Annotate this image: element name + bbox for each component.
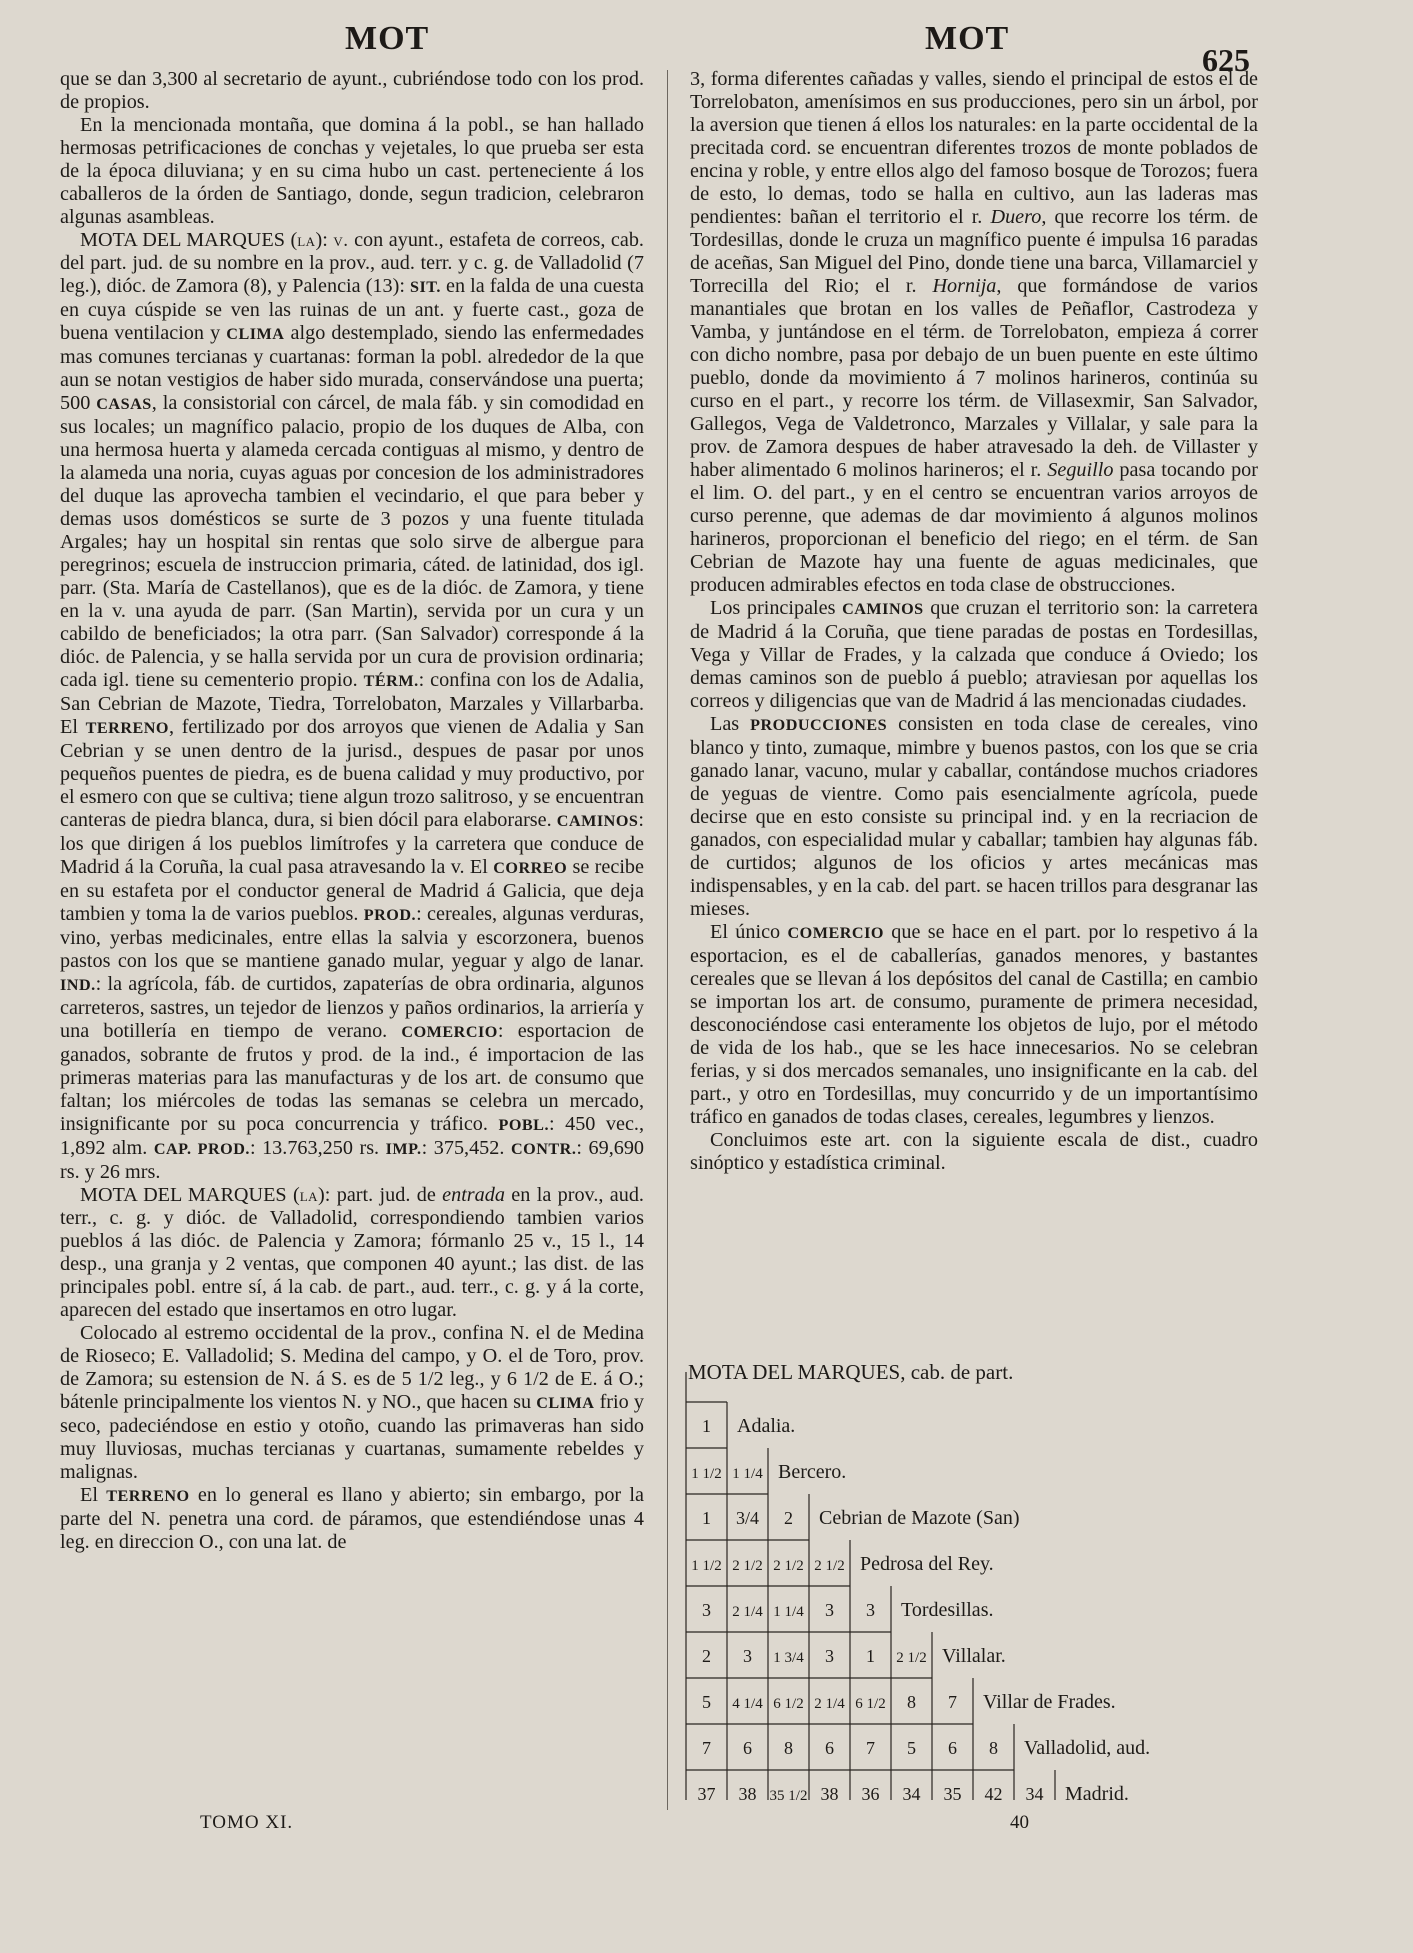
distance-value: 3 (825, 1600, 834, 1620)
distance-value: 1 1/2 (691, 1466, 722, 1482)
distance-value: 2 1/4 (814, 1696, 845, 1712)
distance-table (670, 1360, 1310, 1800)
running-head-left: MOT (345, 20, 430, 57)
distance-value: 7 (866, 1738, 875, 1758)
paragraph: En la mencionada montaña, que domina á la pobl., se han hallado hermosas petrificaciones de conchas y vejetales, lo que prueba ser esta de la época diluviana; y en su cima hubo un cast. perteneciente á los caballeros de la órden de Santiago, donde, segun tradicion, celebraron algunas asambleas. (60, 114, 644, 228)
distance-value: 1 1/2 (691, 1558, 722, 1574)
distance-value: 1 (866, 1646, 875, 1666)
volume-label: TOMO XI. (200, 1812, 294, 1833)
distance-value: 38 (738, 1784, 757, 1800)
distance-value: 8 (989, 1738, 998, 1758)
paragraph: MOTA DEL MARQUES (la): v. con ayunt., estafeta de correos, cab. del part. jud. de su nombre en la prov., aud. terr. y c. g. de Valladolid (7 leg.), dióc. de Zamora (8), y Palencia (13): SIT. en la falda de una cuesta en cuya cúspide se ven las ruinas de un ant. y fuerte cast., goza de buena ventilacion y CLIMA algo destemplado, siendo las enfermedades mas comunes tercianas y cuartanas: forman la pobl. alrededor de la que aun se notan vestigios de haber sido murada, conservándose una puerta; 500 CASAS, la consistorial con cárcel, de mala fáb. y sin comodidad en sus locales; un magnífico palacio, propio de los duques de Alba, con una hermosa huerta y alameda cercada contiguas al mismo, y dentro de la alameda una noria, cuyas aguas por concesion de los administradores del duque las aprovecha tambien el vecindario, el que para beber y demas usos domésticos se surte de 3 pozos y una fuente titulada Argales; hay un hospital sin rentas que solo sirve de albergue para peregrinos; escuela de instruccion primaria, cáted. de latinidad, dos igl. parr. (Sta. María de Castellanos), que es de la dióc. de Zamora, y tiene en la v. una ayuda de parr. (San Martin), servida por un cura y un cabildo de beneficiados; la otra parr. (San Salvador) corresponde á la dióc. de Palencia, y se halla servida por un cura de provision ordinaria; cada igl. tiene su cementerio propio. TÉRM.: confina con los de Adalia, San Cebrian de Mazote, Tiedra, Torrelobaton, Marzales y Villarbarba. El TERRENO, fertilizado por dos arroyos que vienen de Adalia y San Cebrian y se unen dentro de la jurisd., despues de pasar por unos pequeños puentes de piedra, es de buena calidad y muy productivo, por el esmero con que se cultiva; tiene algun trozo salitroso, y se encuentran canteras de piedra blanca, dura, si bien dócil para elaborarse. CAMINOS: los que dirigen á los pueblos limítrofes y la carretera que conduce de Madrid á la Coruña, la cual pasa atravesando la v. El CORREO se recibe en su estafeta por el conductor general de Madrid á Galicia, que deja tambien y toma la de varios pueblos. PROD.: cereales, algunas verduras, vino, yerbas medicinales, entre ellas la salvia y escorzonera, buenos pastos con los que se mantiene ganado mular, yeguar y algo de lanar. IND.: la agrícola, fáb. de curtidos, zapaterías de obra ordinaria, algunos carreteros, sastres, un tejedor de lienzos y paños ordinarios, la arriería y una botillería en tiempo de verano. COMERCIO: esportacion de ganados, sobrante de frutos y prod. de la ind., é importacion de las primeras materias para las manufacturas y de los art. de consumo que faltan; los miércoles de todas las semanas se celebra un mercado, insignificante por su poca concurrencia y tráfico. POBL.: 450 vec., 1,892 alm. CAP. PROD.: 13.763,250 rs. IMP.: 375,452. CONTR.: 69,690 rs. y 26 mrs. (60, 229, 645, 1183)
distance-value: 2 1/2 (896, 1650, 927, 1666)
distance-value: 7 (702, 1738, 711, 1758)
paragraph: MOTA DEL MARQUES (la): part. jud. de entrada en la prov., aud. terr., c. g. y dióc. de Valladolid, correspondiendo tambien varios pueblos á las dióc. de Palencia y Zamora; fórmanlo 25 v., 15 l., 14 desp., una granja y 2 ventas, que componen 40 ayunt.; las dist. de las principales pobl. entre sí, á la cab. de part., aud. terr., c. g. y á la corte, aparecen del estado que insertamos en otro lugar. (60, 1184, 644, 1321)
distance-value: 1 (702, 1416, 711, 1436)
paragraph: El único COMERCIO que se hace en el part. por lo respetivo á la esportacion, es el de caballerías, ganados menores, y bastantes cereales que se llevan á los depósitos del canal de Castilla; en cambio se importan los art. de consumo, puramente de primera necesidad, desconociéndose casi enteramente los objetos de lujo, por el método de vida de los hab., que se les hace innecesarios. No se celebran ferias, y si dos mercados semanales, uno insignificante en la cab. del part., y otro en Tordesillas, muy concurrido y de un importantísimo tráfico en ganados de todas clases, cereales, legumbres y lienzos. (690, 921, 1258, 1128)
running-head-right: MOT (925, 20, 1010, 57)
paragraph: 3, forma diferentes cañadas y valles, siendo el principal de estos el de Torrelobaton, amenísimos en sus producciones, pero sin un árbol, por la aversion que tienen á ellos los naturales: en la parte occidental de la precitada cord. se encuentran diferentes trozos de monte poblados de encina y roble, y entre ellos algo del famoso bosque de Torozos; fuera de esto, lo demas, todo se halla en cultivo, aun las laderas mas pendientes: bañan el territorio el r. Duero, que recorre los térm. de Tordesillas, donde le cruza un magnífico puente é impulsa 16 paradas de aceñas, San Miguel del Pino, donde tiene una barca, Villamarciel y Torrecilla del Rio; el r. Hornija, que formándose de varios manantiales que brotan en los valles de Peñaflor, Castrodeza y Vamba, y juntándose en el térm. de Torrelobaton, empieza á correr con dicho nombre, pasa por debajo de un buen puente en este último pueblo, donde da movimiento á 7 molinos harineros, continúa su curso en el part., y recorre los térm. de Villasexmir, San Salvador, Gallegos, Vega de Valdetronco, Marzales y Villalar, y sale para la prov. de Zamora despues de haber atravesado la deh. de Villaster y haber alimentado 6 molinos harineros; el r. Seguillo pasa tocando por el lim. O. del part., y en el centro se encuentran varios arroyos de curso perenne, que ademas de dar movimiento á algunos molinos harineros, proporcionan el beneficio del riego; en el térm. de San Cebrian de Mazote hay una fuente de aguas medicinales, que producen admirables efectos en toda clase de obstrucciones. (690, 68, 1258, 596)
distance-value: 1 1/4 (773, 1604, 804, 1620)
paragraph: Los principales CAMINOS que cruzan el territorio son: la carretera de Madrid á la Coruña, que tiene paradas de postas en Tordesillas, Vega y Villar de Frades, y la calzada que conduce á Oviedo; los demas caminos son de pueblo á pueblo; atraviesan por aquellas los correos y diligencias que van de Madrid á las mencionadas ciudades. (690, 597, 1258, 712)
place-name: Pedrosa del Rey. (860, 1553, 994, 1575)
distance-value: 6 1/2 (855, 1696, 886, 1712)
distance-value: 1 1/4 (732, 1466, 763, 1482)
distance-value: 42 (984, 1784, 1003, 1800)
place-name: Villalar. (942, 1645, 1006, 1667)
paragraph: Concluimos este art. con la siguiente escala de dist., cuadro sinóptico y estadística criminal. (690, 1129, 1258, 1174)
distance-value: 6 (743, 1738, 752, 1758)
distance-value: 2 1/2 (814, 1558, 845, 1574)
right-text-column (690, 68, 1258, 1175)
distance-value: 4 1/4 (732, 1696, 763, 1712)
distance-value: 35 (943, 1784, 962, 1800)
distance-table-title: MOTA DEL MARQUES, cab. de part. (688, 1360, 1014, 1384)
place-name: Valladolid, aud. (1024, 1737, 1151, 1759)
paragraph: El TERRENO en lo general es llano y abierto; sin embargo, por la parte del N. penetra una cord. de páramos, que estendiéndose unas 4 leg. en direccion O., con una lat. de (60, 1484, 644, 1553)
distance-value: 34 (902, 1784, 921, 1800)
distance-value: 2 (784, 1508, 793, 1528)
distance-value: 3 (866, 1600, 875, 1620)
distance-value: 6 (825, 1738, 834, 1758)
place-name: Villar de Frades. (983, 1691, 1116, 1713)
page-number: 625 (1202, 42, 1250, 78)
distance-value: 5 (702, 1692, 711, 1712)
distance-value: 2 1/2 (732, 1558, 763, 1574)
distance-value: 2 1/2 (773, 1558, 804, 1574)
place-name: Madrid. (1065, 1783, 1129, 1800)
paragraph: Las PRODUCCIONES consisten en toda clase de cereales, vino blanco y tinto, zumaque, mimbre y buenos pastos, con los que se cria ganado lanar, vacuno, mular y caballar, contándose muchos criadores de yeguas de vientre. Como pais esencialmente agrícola, puede decirse que en esto consiste su principal ind. y en la recriacion de ganados, con especialidad mular y caballar; tambien hay algunas fáb. de curtidos; algunos de los oficios y artes mecánicas mas indispensables, y en la cab. del part. se hacen trillos para desgranar las mieses. (690, 713, 1258, 920)
distance-value: 8 (907, 1692, 916, 1712)
distance-value: 3/4 (735, 1508, 760, 1528)
distance-value: 37 (697, 1784, 716, 1800)
distance-value: 5 (907, 1738, 916, 1758)
distance-value: 6 1/2 (773, 1696, 804, 1712)
paragraph: Colocado al estremo occidental de la prov., confina N. el de Medina de Rioseco; E. Valladolid; S. Medina del campo, y O. el de Toro, prov. de Zamora; su estension de N. á S. es de 5 1/2 leg., y 6 1/2 de E. á O.; bátenle principalmente los vientos N. y NO., que hacen su CLIMA frio y seco, padeciéndose en estio y otoño, cuando las primaveras han sido muy lluviosas, muchas tercianas y cuartanas, sumamente rebeldes y malignas. (60, 1322, 645, 1483)
distance-value: 36 (861, 1784, 880, 1800)
distance-value: 35 1/2 (769, 1788, 808, 1800)
place-name: Bercero. (778, 1461, 847, 1483)
distance-value: 3 (702, 1600, 711, 1620)
distance-value: 7 (948, 1692, 957, 1712)
paragraph: que se dan 3,300 al secretario de ayunt., cubriéndose todo con los prod. de propios. (60, 68, 644, 113)
distance-value: 2 (702, 1646, 711, 1666)
signature-number: 40 (1010, 1812, 1029, 1833)
distance-value: 1 3/4 (773, 1650, 804, 1666)
distance-value: 38 (820, 1784, 839, 1800)
distance-value: 3 (825, 1646, 834, 1666)
distance-value: 3 (743, 1646, 752, 1666)
distance-value: 6 (948, 1738, 957, 1758)
place-name: Cebrian de Mazote (San) (819, 1507, 1020, 1529)
place-name: Tordesillas. (901, 1599, 994, 1621)
distance-value: 1 (702, 1508, 711, 1528)
distance-value: 8 (784, 1738, 793, 1758)
column-divider (667, 70, 668, 1810)
left-text-column (60, 68, 644, 1554)
distance-table-grid (670, 1360, 1310, 1800)
distance-value: 34 (1025, 1784, 1044, 1800)
place-name: Adalia. (737, 1415, 796, 1437)
distance-value: 2 1/4 (732, 1604, 763, 1620)
